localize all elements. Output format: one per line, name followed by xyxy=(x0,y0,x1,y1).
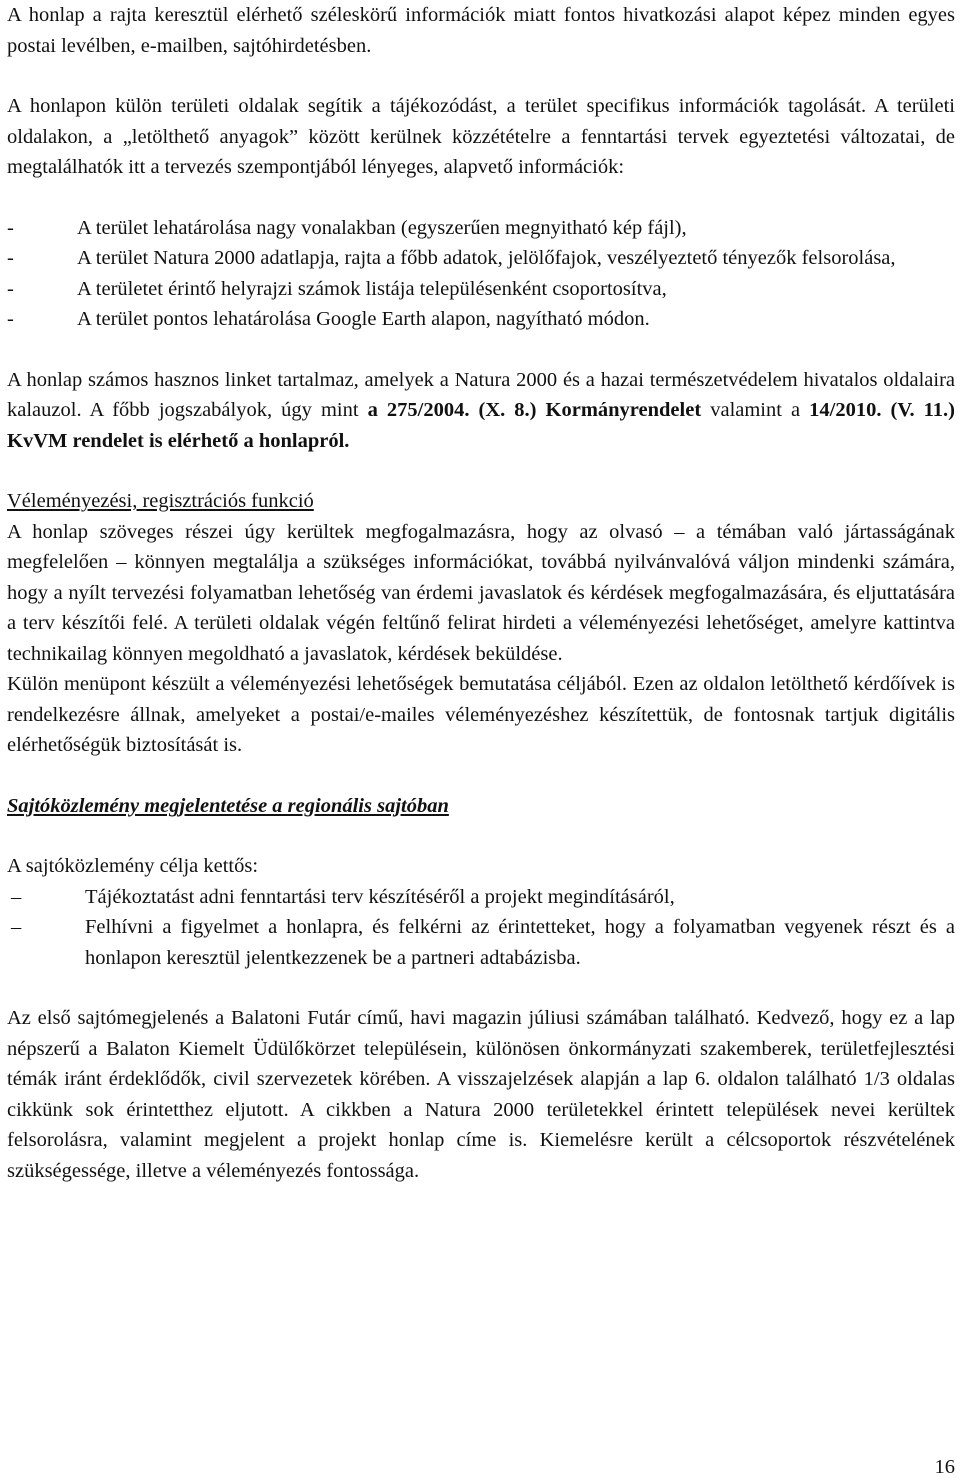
list-item xyxy=(7,213,955,244)
list-item xyxy=(7,304,955,335)
list-item-text: Tájékoztatást adni fenntartási terv készítéséről a projekt megindításáról, xyxy=(85,885,675,908)
paragraph-first-publication: Az első sajtómegjelenés a Balatoni Futár című, havi magazin júliusi számában található. Kedvező, hogy ez a lap népszerű a Balaton Kiemelt Üdülőkörzet településein, különösen önkormányzati szakemberek, területfejlesztési témák iránt érdeklődők, civil szervezetek körében. A visszajelzések alapján a lap 6. oldalon található 1/3 oldalas cikkünk sok érintetthez eljutott. A cikkben a Natura 2000 területekkel érintett települések nevei kerültek felsorolásra, valamint megjelent a projekt honlap címe is. Kiemelésre került a célcsoportok részvételének szükségessége, illetve a véleményezés fontossága. xyxy=(7,1007,955,1182)
page-number: 16 xyxy=(934,1456,955,1478)
list-item-text: A terület lehatárolása nagy vonalakban (egyszerűen megnyitható kép fájl), xyxy=(77,216,687,239)
list-item xyxy=(7,882,955,913)
dash-bullet: – xyxy=(11,916,22,938)
list-item-text: A terület Natura 2000 adatlapja, rajta a főbb adatok, jelölőfajok, veszélyeztető tényezők felsorolása, xyxy=(77,247,896,269)
paragraph-menu-item: Külön menüpont készült a véleményezési lehetőségek bemutatása céljából. Ezen az oldalon letölthető kérdőívek is rendelkezésre állnak, amelyeket a postai/e-mailes véleményezéshez készítettük, de fontosnak tartjuk digitális elérhetőségük biztosítását is. xyxy=(7,673,955,756)
list-item-text: Felhívni a figyelmet a honlapra, és felkérni az érintetteket, hogy a folyamatban vegyenek részt és a honlapon keresztül jelentkezzenek be a partneri adtabázisba. xyxy=(85,916,955,969)
section-heading-press-release: Sajtóközlemény megjelentetése a regionális sajtóban xyxy=(7,794,449,817)
press-goal-list xyxy=(7,882,955,974)
paragraph-links-legislation xyxy=(7,365,955,457)
text-segment: A honlap számos hasznos linket tartalmaz, amelyek a Natura 2000 és a hazai természetvédelem hivatalos oldalaira kalauzol. A főbb jogszabályok, úgy mint xyxy=(7,368,955,421)
dash-bullet: - xyxy=(7,216,14,239)
list-item xyxy=(7,274,955,305)
list-item xyxy=(7,243,955,274)
bold-legislation-1: a 275/2004. (X. 8.) Kormányrendelet xyxy=(367,399,702,421)
section-heading-commenting: Véleményezési, regisztrációs funkció xyxy=(7,490,314,512)
paragraph-commenting-function: A honlap szöveges részei úgy kerültek megfogalmazásra, hogy az olvasó – a témában való jártasságának megfelelően – könnyen megtalálja a szükséges információkat, továbbá nyilvánvalóvá váljon mindenki számára, hogy a nyílt tervezési folyamatban lehetőség van érdemi javaslatok és kérdések megfogalmazására, és eljuttatására a terv készítői felé. A területi oldalak végén feltűnő felirat hirdeti a véleményezési lehetőséget, amelyre kattintva technikailag könnyen megoldható a javaslatok, kérdések beküldése. xyxy=(7,520,955,665)
dash-bullet: - xyxy=(7,247,14,269)
download-materials-list xyxy=(7,213,955,335)
list-item xyxy=(7,912,955,973)
bold-legislation-2: 14/2010. (V. 11.) KvVM rendelet is elérhető a honlapról. xyxy=(7,399,955,452)
dash-bullet: – xyxy=(11,885,22,908)
paragraph-website-reference: A honlap a rajta keresztül elérhető széleskörű információk miatt fontos hivatkozási alapot képez minden egyes postai levélben, e-mailben, sajtóhirdetésben. xyxy=(7,4,955,57)
list-item-text: A területet érintő helyrajzi számok listája településenként csoportosítva, xyxy=(77,277,667,300)
dash-bullet: - xyxy=(7,308,14,330)
paragraph-regional-pages: A honlapon külön területi oldalak segítik a tájékozódást, a terület specifikus információk tagolását. A területi oldalakon, a „letölthető anyagok” között kerülnek közzétételre a fenntartási tervek egyeztetési változatai, de megtalálhatók itt a tervezés szempontjából lényeges, alapvető információk: xyxy=(7,95,955,178)
document-page xyxy=(7,0,955,1186)
list-item-text: A terület pontos lehatárolása Google Earth alapon, nagyítható módon. xyxy=(77,308,650,330)
text-segment: valamint a xyxy=(701,399,810,421)
dash-bullet: - xyxy=(7,277,14,300)
paragraph-press-goal: A sajtóközlemény célja kettős: xyxy=(7,855,259,877)
